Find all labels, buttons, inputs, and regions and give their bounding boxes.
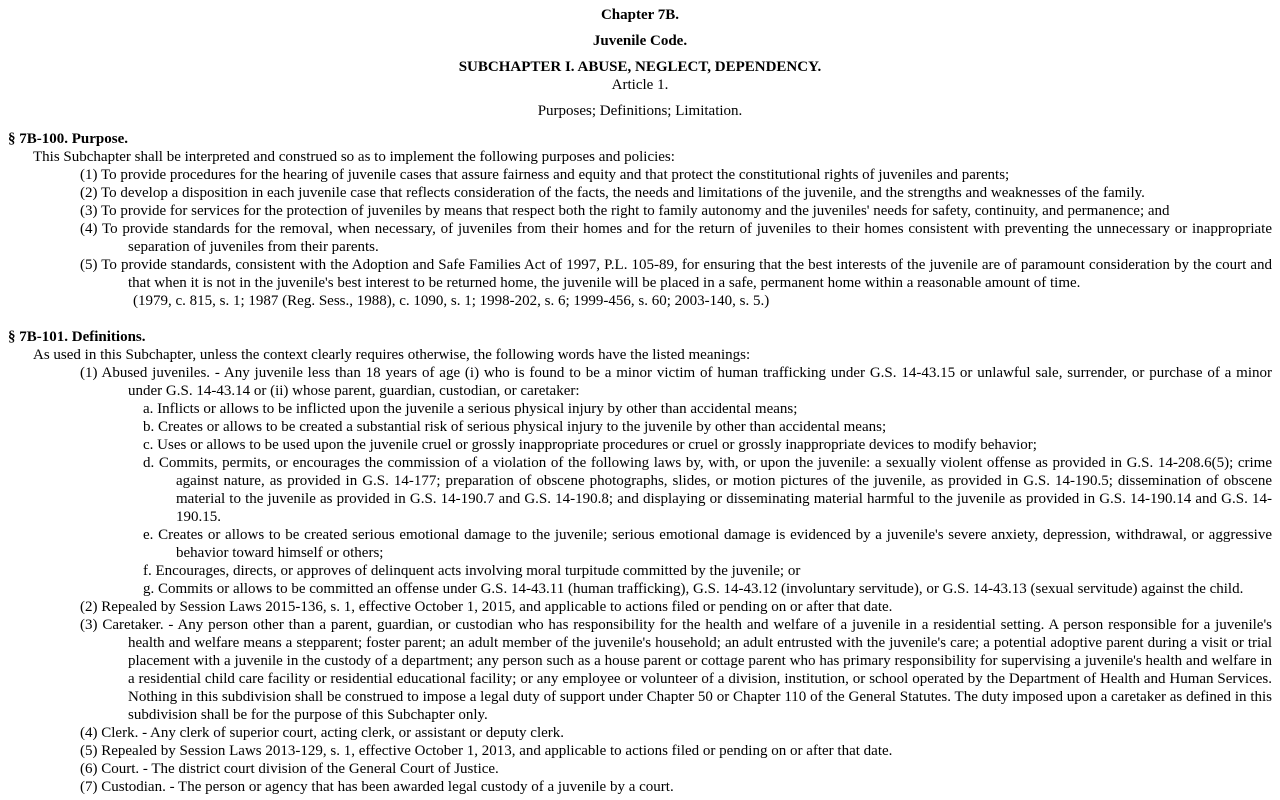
article-title: Purposes; Definitions; Limitation. [537,103,743,119]
purpose-item: (4) To provide standards for the removal, when necessary, of juveniles from their homes and for the return of juveniles to their homes consistent with preventing the unnecessary or inappropriate separation of juveniles from their parents. [80,221,1272,255]
purpose-item: (5) To provide standards, consistent with the Adoption and Safe Families Act of 1997, P.L. 105-89, for ensuring that the best interests of the juvenile are of paramount consideration by the court and that when it is not in the juvenile's best interest to be returned home, the juvenile will be placed in a safe, permanent home within a reasonable amount of time. [80,257,1272,291]
section-intro-7b-100: This Subchapter shall be interpreted and construed so as to implement the following purposes and policies: [33,149,675,165]
definition-item: (2) Repealed by Session Laws 2015-136, s. 1, effective October 1, 2015, and applicable to actions filed or pending on or after that date. [80,599,893,615]
purpose-item: (2) To develop a disposition in each juvenile case that reflects consideration of the facts, the needs and limitations of the juvenile, and the strengths and weaknesses of the family. [80,185,1145,201]
definition-subitem: f. Encourages, directs, or approves of delinquent acts involving moral turpitude committed by the juvenile; or [143,563,801,579]
definition-item: (6) Court. - The district court division of the General Court of Justice. [80,761,499,777]
definition-subitem: b. Creates or allows to be created a substantial risk of serious physical injury to the juvenile by other than accidental means; [143,419,887,435]
definition-subitem: a. Inflicts or allows to be inflicted upon the juvenile a serious physical injury by other than accidental means; [143,401,798,417]
section-heading-7b-100: § 7B-100. Purpose. [8,131,128,147]
definition-item: (7) Custodian. - The person or agency that has been awarded legal custody of a juvenile by a court. [80,779,674,795]
history-note-7b-100: (1979, c. 815, s. 1; 1987 (Reg. Sess., 1988), c. 1090, s. 1; 1998-202, s. 6; 1999-456, s. 60; 2003-140, s. 5.) [133,293,770,309]
section-intro-7b-101: As used in this Subchapter, unless the context clearly requires otherwise, the following words have the listed meanings: [33,347,751,363]
definition-item: (1) Abused juveniles. - Any juvenile less than 18 years of age (i) who is found to be a minor victim of human trafficking under G.S. 14-43.15 or unlawful sale, surrender, or purchase of a minor under G.S. 14-43.14 or (ii) whose parent, guardian, custodian, or caretaker: [80,365,1272,399]
definition-item: (3) Caretaker. - Any person other than a parent, guardian, or custodian who has responsibility for the health and welfare of a juvenile in a residential setting. A person responsible for a juvenile's health and welfare means a stepparent; foster parent; an adult member of the juvenile's household; an adult entrusted with the juvenile's care; a potential adoptive parent during a visit or trial placement with a juvenile in the custody of a department; any person such as a house parent or cottage parent who has primary responsibility for supervising a juvenile's health and welfare in a residential child care facility or residential educational facility; or any employee or volunteer of a division, institution, or school operated by the Department of Health and Human Services. Nothing in this subdivision shall be construed to impose a legal duty of support under Chapter 50 or Chapter 110 of the General Statutes. The duty imposed upon a caretaker as defined in this subdivision shall be for the purpose of this Subchapter only. [80,617,1272,723]
definition-subitem: c. Uses or allows to be used upon the juvenile cruel or grossly inappropriate procedures or cruel or grossly inappropriate devices to modify behavior; [143,437,1037,453]
purpose-item: (3) To provide for services for the protection of juveniles by means that respect both the right to family autonomy and the juveniles' needs for safety, continuity, and permanence; and [80,203,1170,219]
chapter-title: Chapter 7B. [600,7,680,23]
definition-subitem: d. Commits, permits, or encourages the commission of a violation of the following laws by, with, or upon the juvenile: a sexually violent offense as provided in G.S. 14-208.6(5); crime against nature, as provided in G.S. 14-177; preparation of obscene photographs, slides, or motion pictures of the juvenile, as provided in G.S. 14-190.5; dissemination of obscene material to the juvenile as provided in G.S. 14-190.7 and G.S. 14-190.8; and displaying or disseminating material harmful to the juvenile as provided in G.S. 14-190.14 and G.S. 14-190.15. [143,455,1272,525]
definition-subitem: e. Creates or allows to be created serious emotional damage to the juvenile; serious emotional damage is evidenced by a juvenile's severe anxiety, depression, withdrawal, or aggressive behavior toward himself or others; [143,527,1272,561]
definition-item: (5) Repealed by Session Laws 2013-129, s. 1, effective October 1, 2013, and applicable to actions filed or pending on or after that date. [80,743,893,759]
definition-subitem: g. Commits or allows to be committed an offense under G.S. 14-43.11 (human trafficking), G.S. 14-43.12 (involuntary servitude), or G.S. 14-43.13 (sexual servitude) against the child. [143,581,1244,597]
code-title: Juvenile Code. [592,33,688,49]
purpose-item: (1) To provide procedures for the hearing of juvenile cases that assure fairness and equity and that protect the constitutional rights of juveniles and parents; [80,167,1010,183]
subchapter-title: SUBCHAPTER I. ABUSE, NEGLECT, DEPENDENCY. [458,59,822,75]
article-number: Article 1. [611,77,669,93]
section-heading-7b-101: § 7B-101. Definitions. [8,329,146,345]
definition-item: (4) Clerk. - Any clerk of superior court, acting clerk, or assistant or deputy clerk. [80,725,565,741]
